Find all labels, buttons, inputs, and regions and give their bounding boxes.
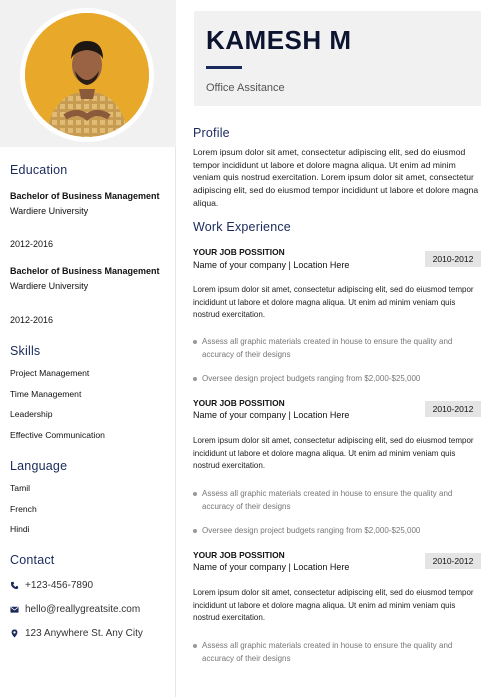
job-bullet (193, 525, 481, 538)
education-year: 2012-2016 (10, 239, 54, 249)
candidate-role: Office Assitance (206, 82, 285, 94)
name-header (194, 11, 481, 106)
contact-phone[interactable] (10, 580, 93, 591)
skill-item: Project Management (10, 368, 90, 378)
profile-text: Lorem ipsum dolor sit amet, consectetur adipiscing elit, sed do eiusmod tempor incididunt ut labore et dolore magna aliqua. Ut enim ad minim veniam quis nostrud exercitation. Lorem ipsum dolor sit amet, consectetur adipiscing elit, sed do eiusmod tempor incididunt ut labore et dolore magna aliqua. (193, 147, 479, 208)
bullet-text: Assess all graphic materials created in house to ensure the quality and accuracy of their designs (202, 337, 453, 359)
photo-band (0, 0, 176, 147)
job-company: Name of your company | Location Here (193, 562, 350, 572)
email-text: hello@reallygreatsite.com (25, 604, 141, 615)
school: Wardiere University (10, 206, 89, 216)
job-description: Lorem ipsum dolor sit amet, consectetur adipiscing elit, sed do eiusmod tempor incididunt ut labore et dolore magna aliqua. Ut enim ad minim veniam quis nostrud exercitation. (193, 588, 474, 623)
bullet-text: Assess all graphic materials created in house to ensure the quality and accuracy of their designs (202, 489, 453, 511)
education-item (10, 264, 170, 294)
education-title: Education (10, 163, 68, 177)
skill-item: Time Management (10, 389, 82, 399)
education-year: 2012-2016 (10, 315, 54, 325)
contact-email[interactable] (10, 604, 140, 615)
name-underline (206, 66, 242, 69)
experience-title: Work Experience (193, 220, 291, 234)
degree: Bachelor of Business Management (10, 266, 160, 276)
job-description: Lorem ipsum dolor sit amet, consectetur adipiscing elit, sed do eiusmod tempor incididunt ut labore et dolore magna aliqua. Ut enim ad minim veniam quis nostrud exercitation. (193, 285, 474, 320)
job-bullet (193, 488, 481, 513)
address-text: 123 Anywhere St. Any City (25, 628, 143, 639)
job-title: YOUR JOB POSSITION (193, 550, 285, 560)
bullet-text: Oversee design project budgets ranging from $2,000-$25,000 (202, 526, 421, 535)
education-item (10, 189, 170, 219)
candidate-name: KAMESH M (206, 25, 352, 55)
job-bullet (193, 640, 481, 665)
job-title: YOUR JOB POSSITION (193, 247, 285, 257)
job-company: Name of your company | Location Here (193, 260, 350, 270)
profile-title: Profile (193, 126, 230, 140)
language-item: Tamil (10, 483, 31, 493)
phone-icon (10, 581, 19, 590)
skill-item: Leadership (10, 409, 53, 419)
bullet-text: Oversee design project budgets ranging from $2,000-$25,000 (202, 374, 421, 383)
language-item: French (10, 504, 37, 514)
skill-item: Effective Communication (10, 430, 105, 440)
bullet-dot (193, 529, 197, 533)
bullet-dot (193, 340, 197, 344)
bullet-dot (193, 377, 197, 381)
contact-address (10, 628, 143, 639)
degree: Bachelor of Business Management (10, 191, 160, 201)
language-item: Hindi (10, 524, 30, 534)
bullet-dot (193, 492, 197, 496)
email-icon (10, 605, 19, 614)
phone-text: +123-456-7890 (25, 580, 94, 591)
job-bullet (193, 373, 481, 386)
location-pin-icon (10, 629, 19, 638)
person-illustration (25, 13, 149, 137)
sidebar (0, 0, 176, 697)
job-date-badge: 2010-2012 (425, 553, 481, 569)
job-description: Lorem ipsum dolor sit amet, consectetur adipiscing elit, sed do eiusmod tempor incididunt ut labore et dolore magna aliqua. Ut enim ad minim veniam quis nostrud exercitation. (193, 436, 474, 471)
photo-ring (20, 8, 154, 142)
language-title: Language (10, 459, 68, 473)
bullet-text: Assess all graphic materials created in house to ensure the quality and accuracy of their designs (202, 641, 453, 663)
school: Wardiere University (10, 281, 89, 291)
skills-title: Skills (10, 344, 41, 358)
job-bullet (193, 336, 481, 361)
job-company: Name of your company | Location Here (193, 410, 350, 420)
contact-title: Contact (10, 553, 55, 567)
job-date-badge: 2010-2012 (425, 401, 481, 417)
bullet-dot (193, 644, 197, 648)
job-date-badge: 2010-2012 (425, 251, 481, 267)
profile-photo (25, 13, 149, 137)
job-title: YOUR JOB POSSITION (193, 398, 285, 408)
